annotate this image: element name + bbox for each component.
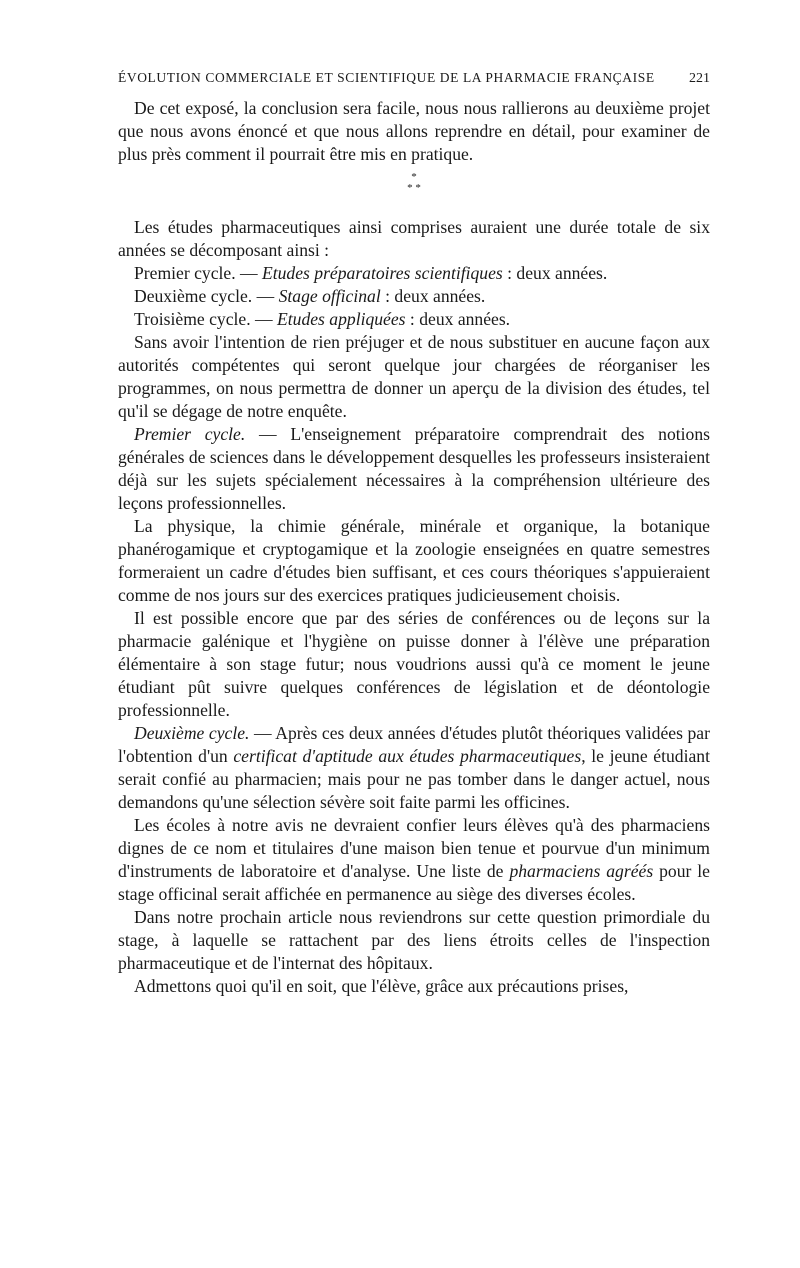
section-lead: Deuxième cycle. [134, 723, 250, 743]
page-number: 221 [689, 71, 710, 86]
cycle-label: Troisième cycle. — [134, 309, 278, 329]
paragraph-premier-cycle [118, 423, 710, 515]
paragraph-text: — Après ces deux années d'études plutôt théoriques validées par l'obtention d'un [118, 723, 710, 766]
paragraph-text: — L'enseignement préparatoire comprendrait des notions générales de sciences dans le développement desquelles les professeurs insisteraient déjà sur les sujets spécialement nécessaires à la compréhension ultérieure des leçons professionnelles. [118, 424, 710, 513]
asterism-bottom: * * [407, 182, 421, 194]
paragraph-text: pour le stage officinal serait affichée en permanence au siège des diverses écoles. [118, 861, 710, 904]
emphasis-term: pharmaciens agréés [509, 861, 654, 881]
asterism-top: * [411, 171, 417, 183]
cycle-duration: : deux années. [405, 309, 511, 329]
section-lead: Premier cycle. [134, 424, 246, 444]
paragraph-text: , le jeune étudiant serait confié au pharmacien; mais pour ne pas tomber dans le danger actuel, nous demandons qu'une sélection sévère soit faite parmi les officines. [118, 746, 710, 812]
running-header [118, 70, 710, 87]
cycle-duration: : deux années. [380, 286, 486, 306]
cycle-duration: : deux années. [502, 263, 608, 283]
cycle-title: Etudes appliquées [277, 309, 406, 329]
asterism-separator [118, 172, 710, 194]
certificate-title: certificat d'aptitude aux études pharmaceutiques [233, 746, 582, 766]
paragraph-deuxieme-cycle [118, 722, 710, 814]
cycle-label: Premier cycle. — [134, 263, 262, 283]
paragraph-prochain-article: Dans notre prochain article nous reviendrons sur cette question primordiale du stage, à laquelle se rattachent par des liens étroits celles de l'inspection pharmaceutique et de l'internat des hôpitaux. [118, 907, 710, 973]
paragraph-text: Les écoles à notre avis ne devraient confier leurs élèves qu'à des pharmaciens dignes de ce nom et titulaires d'une maison bien tenue et pourvue d'un minimum d'instruments de laboratoire et d'analyse. Une liste de [118, 815, 710, 881]
running-title: ÉVOLUTION COMMERCIALE ET SCIENTIFIQUE DE LA PHARMACIE FRANÇAISE [118, 70, 655, 85]
paragraph-sciences: La physique, la chimie générale, minérale et organique, la botanique phanérogamique et cryptogamique et la zoologie enseignées en quatre semestres formeraient un cadre d'études bien suffisant, et ces cours théoriques s'appuieraient comme de nos jours sur des exercices pratiques judicieusement choisis. [118, 516, 710, 605]
paragraph-division: Sans avoir l'intention de rien préjuger et de nous substituer en aucune façon aux autorités compétentes qui seront quelque jour chargées de réorganiser les programmes, on nous permettra de donner un aperçu de la division des études, tel qu'il se dégage de notre enquête. [118, 332, 710, 421]
paragraph-pharmacie-galenique: Il est possible encore que par des séries de conférences ou de leçons sur la pharmacie galénique et l'hygiène on puisse donner à l'élève une préparation élémentaire à son stage futur; nous voudrions aussi qu'à ce moment le jeune étudiant pût suivre quelques conférences de législation et de déontologie professionnelle. [118, 608, 710, 720]
page-body [118, 97, 710, 998]
cycle-label: Deuxième cycle. — [134, 286, 279, 306]
cycle-title: Stage officinal [278, 286, 381, 306]
paragraph-ecoles [118, 814, 710, 906]
cycle-title: Etudes préparatoires scientifiques [262, 263, 503, 283]
cycle-line-2 [118, 285, 710, 308]
cycle-line-1 [118, 262, 710, 285]
cycle-line-3 [118, 308, 710, 331]
paragraph-duration: Les études pharmaceutiques ainsi comprises auraient une durée totale de six années se décomposant ainsi : [118, 217, 710, 260]
paragraph-conclusion: De cet exposé, la conclusion sera facile, nous nous rallierons au deuxième projet que nous avons énoncé et que nous allons reprendre en détail, pour examiner de plus près comment il pourrait être mis en pratique. [118, 98, 710, 164]
paragraph-admettons: Admettons quoi qu'il en soit, que l'élève, grâce aux précautions prises, [134, 976, 629, 996]
